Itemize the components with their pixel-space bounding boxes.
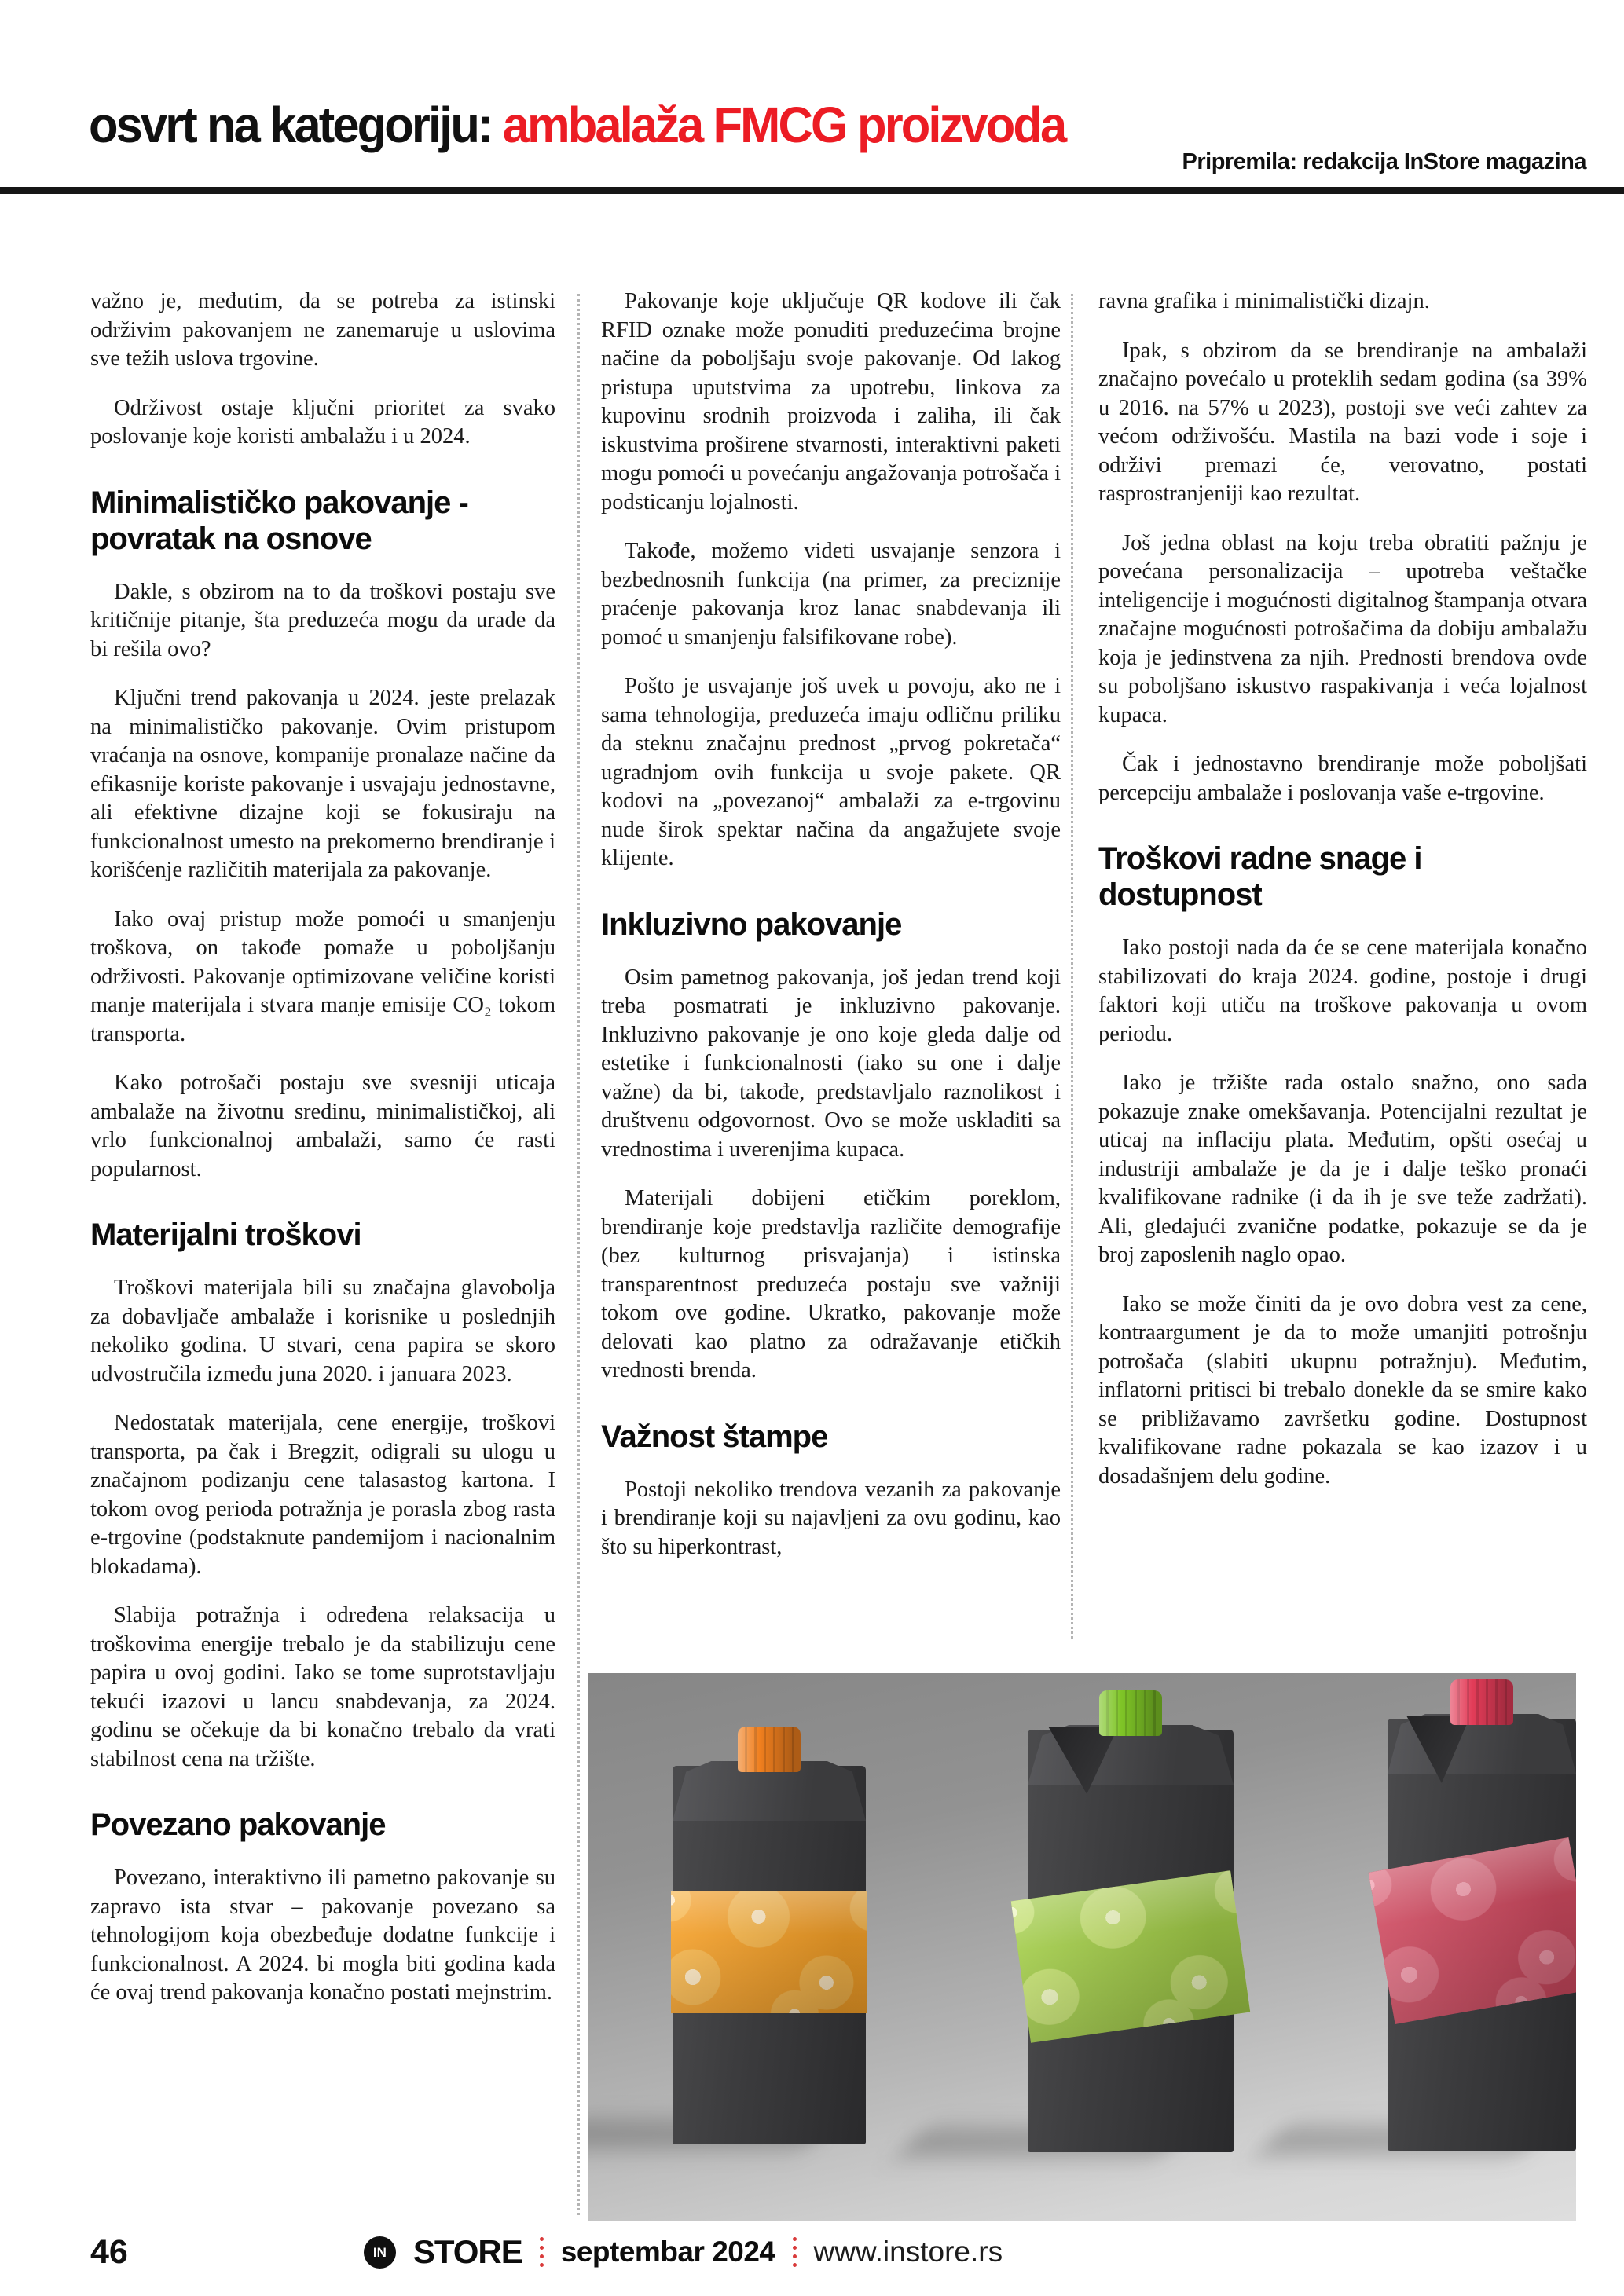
carton-cap: [1099, 1690, 1162, 1736]
article-column-2: [601, 287, 1061, 1582]
article-paragraph: Iako ovaj pristup može pomoći u smanjenju troškova, on takođe pomaže u poboljšanju održivosti. Pakovanje optimizovane veličine koristi manje materijala i stvara manje emisije CO₂ tokom transporta.: [90, 906, 555, 1046]
article-paragraph: Nedostatak materijala, cene energije, troškovi transporta, pa čak i Bregzit, odigrali su ulogu u značajnom podizanju cene talasastog kartona. I tokom ovog perioda potražnja je porasla zbog rasta e-trgovine (podstaknute pandemijom i nacionalnim blokadama).: [90, 1411, 555, 1579]
issue-date: septembar 2024: [560, 2236, 775, 2268]
page-title: [89, 96, 1065, 154]
article-paragraph: Osim pametnog pakovanja, još jedan trend koji treba posmatrati je inkluzivno pakovanje. Inkluzivno pakovanje je ono koje gleda dalje od estetike i funkcionalnosti (iako su one i dalje važne) da bi, takođe, predstavljalo raznolikost i društvenu odgovornost. Ovo se može uskladiti sa vrednostima i uverenjima kupaca.: [601, 965, 1061, 1162]
article-column-1: [90, 287, 555, 2028]
orange-juice-carton: [673, 1727, 866, 2144]
carton-cap: [738, 1727, 801, 1772]
article-paragraph: Iako je tržište rada ostalo snažno, ono sada pokazuje znake omekšavanja. Potencijalni rezultat je uticaj na inflaciju plata. Međutim, opšti osećaj u industriji ambalaže je da je i dalje teško pronaći kvalifikovane radnike (i da ih je sve teže zadržati). Ali, gledajući zvanične podatke, pokazuje se da je broj zaposlenih naglo opao.: [1098, 1071, 1587, 1267]
footer-brand-group: [364, 2233, 1003, 2271]
footer-separator: [540, 2237, 544, 2267]
article-paragraph: Povezano, interaktivno ili pametno pakovanje su zapravo ista stvar – pakovanje povezano sa tehnologijom koja obezbeđuje dodatne funkcije i funkcionalnost. A 2024. bi mogla biti godina kada će ovaj trend pakovanja konačno postati mejnstrim.: [90, 1866, 555, 2005]
fruit-band: [1011, 1870, 1251, 2042]
article-paragraph: Ključni trend pakovanja u 2024. jeste prelazak na minimalističko pakovanje. Ovim pristupom vraćanja na osnove, kompanije pronalaze načine da efikasnije koriste pakovanje i usvajaju jednostavne, ali efektivne dizajne koji se fokusiraju na funkcionalnost umesto na prekomerno brendiranje i korišćenje različitih materijala za pakovanje.: [90, 686, 555, 882]
article-paragraph: Troškovi materijala bili su značajna glavobolja za dobavljače ambalaže i korisnike u poslednjih nekoliko godina. U stvari, cena papira se skoro udvostručila između juna 2020. i januara 2023.: [90, 1276, 555, 1386]
article-paragraph: Postoji nekoliko trendova vezanih za pakovanje i brendiranje koji su najavljeni za ovu godinu, kao što su hiperkontrast,: [601, 1477, 1061, 1559]
section-heading: Minimalističko pakovanje - povratak na osnove: [90, 485, 468, 556]
article-paragraph: Dakle, s obzirom na to da troškovi postaju sve kritičnije pitanje, šta preduzeća mogu da urade da bi rešila ovo?: [90, 579, 555, 661]
article-paragraph: Još jedna oblast na koju treba obratiti pažnju je povećana personalizacija – upotreba veštačke inteligencije i mogućnosti digitalnog štampanja otvara značajne mogućnosti potrošačima da dobiju ambalažu koja je jedinstvena za njih. Prednosti brendova ovde su poboljšano iskustvo raspakivanja i veća lojalnost kupaca.: [1098, 530, 1587, 727]
section-heading: Važnost štampe: [601, 1419, 828, 1454]
article-paragraph: Održivost ostaje ključni prioritet za svako poslovanje koje koristi ambalažu i u 2024.: [90, 395, 555, 449]
section-heading: Troškovi radne snage i dostupnost: [1098, 841, 1422, 912]
article-paragraph: Čak i jednostavno brendiranje može poboljšati percepciju ambalaže i poslovanja vaše e-trgovine.: [1098, 752, 1587, 805]
kiwi-juice-carton: [1028, 1690, 1234, 2152]
footer-separator: [793, 2237, 797, 2267]
article-paragraph: Materijali dobijeni etičkim poreklom, brendiranje koje predstavlja različite demografije (bez kulturnog prisvajanja) i istinska transparentnost preduzeća postaju sve važniji tokom ove godine. Ukratko, pakovanje može delovati kao platno za odražavanje etičkih vrednosti brenda.: [601, 1186, 1061, 1382]
page-title-kicker: osvrt na kategoriju:: [89, 97, 503, 153]
column-divider: [1071, 294, 1073, 1639]
byline: Pripremila: redakcija InStore magazina: [1182, 149, 1586, 174]
article-paragraph: Slabija potražnja i određena relaksacija u troškovima energije trebalo je da stabilizuju cene papira u ovoj godini. Iako se tome suprotstavljaju tekući izazovi u lancu snabdevanja, za 2024. godinu se očekuje da bi konačno trebalo da vrati stabilnost cena na tržište.: [90, 1603, 555, 1771]
red-fruit-juice-carton: [1388, 1679, 1576, 2151]
page-title-accent: ambalaža FMCG proizvoda: [502, 97, 1065, 153]
page-footer: [90, 2229, 1586, 2275]
column-divider: [577, 294, 580, 2215]
section-heading: Povezano pakovanje: [90, 1807, 386, 1842]
juice-cartons-photo: [588, 1673, 1576, 2221]
article-paragraph: Takođe, možemo videti usvajanje senzora i bezbednosnih funkcija (na primer, za preciznije praćenje pakovanja kroz lanac snabdevanja ili pomoć u smanjenju falsifikovane robe).: [601, 539, 1061, 650]
article-paragraph: Pakovanje koje uključuje QR kodove ili čak RFID oznake može ponuditi preduzećima brojne načine da poboljšaju svoje pakovanje. Od lakog pristupa uputstvima za upotrebu, linkova za kupovinu srodnih proizvoda i zaliha, ili čak iskustvima proširene stvarnosti, interaktivni paketi mogu pomoći u povećanju angažovanja potrošača i podsticanju lojalnosti.: [601, 289, 1061, 514]
section-heading: Inkluzivno pakovanje: [601, 906, 902, 942]
article-paragraph: Iako postoji nada da će se cene materijala konačno stabilizovati do kraja 2024. godine, postoje i drugi faktori koji utiču na troškove pakovanja u ovom periodu.: [1098, 936, 1587, 1046]
header-rule: [0, 187, 1624, 194]
magazine-name: STORE: [412, 2233, 522, 2270]
carton-cap: [1450, 1679, 1513, 1725]
article-paragraph: Ipak, s obzirom da se brendiranje na ambalaži značajno povećalo u proteklih sedam godina (sa 39% u 2016. na 57% u 2023), postoji sve veći zahtev za većom održivošću. Mastila na bazi vode i soje i održivi premazi će, verovatno, postati rasprostranjeniji kao rezultat.: [1098, 338, 1587, 506]
article-column-3: [1098, 287, 1587, 1511]
section-heading: Materijalni troškovi: [90, 1218, 361, 1252]
fruit-band: [671, 1891, 867, 2013]
article-paragraph: Iako se može činiti da je ovo dobra vest za cene, kontraargument je da to može umanjiti potrošnju potrošača (slabiti ukupnu potražnju). Međutim, inflatorni pritisci bi trebalo donekle da se smire kako se približavamo završetku godine. Dostupnost kvalifikovane radne pokazala se kao izazov i u dosadašnjem delu godine.: [1098, 1291, 1587, 1489]
website-url: www.instore.rs: [813, 2236, 1003, 2268]
page-number: 46: [90, 2232, 128, 2271]
instore-logo-icon: IN: [364, 2236, 396, 2269]
article-paragraph: Kako potrošači postaju sve svesniji uticaja ambalaže na životnu sredinu, minimalističkoj, ali vrlo funkcionalnoj ambalaži, samo će rasti popularnost.: [90, 1071, 555, 1181]
article-paragraph: Pošto je usvajanje još uvek u povoju, ako ne i sama tehnologija, preduzeća imaju odličnu priliku da steknu značajnu prednost „prvog pokretača“ ugradnjom ovih funkcija u svoje pakete. QR kodovi na „povezanoj“ ambalaži za e-trgovinu nude širok spektar načina da angažujete svoje klijente.: [601, 674, 1061, 870]
article-paragraph: važno je, međutim, da se potreba za istinski održivim pakovanjem ne zanemaruje u uslovima sve težih uslova trgovine.: [90, 289, 555, 371]
article-paragraph: ravna grafika i minimalistički dizajn.: [1098, 289, 1430, 313]
